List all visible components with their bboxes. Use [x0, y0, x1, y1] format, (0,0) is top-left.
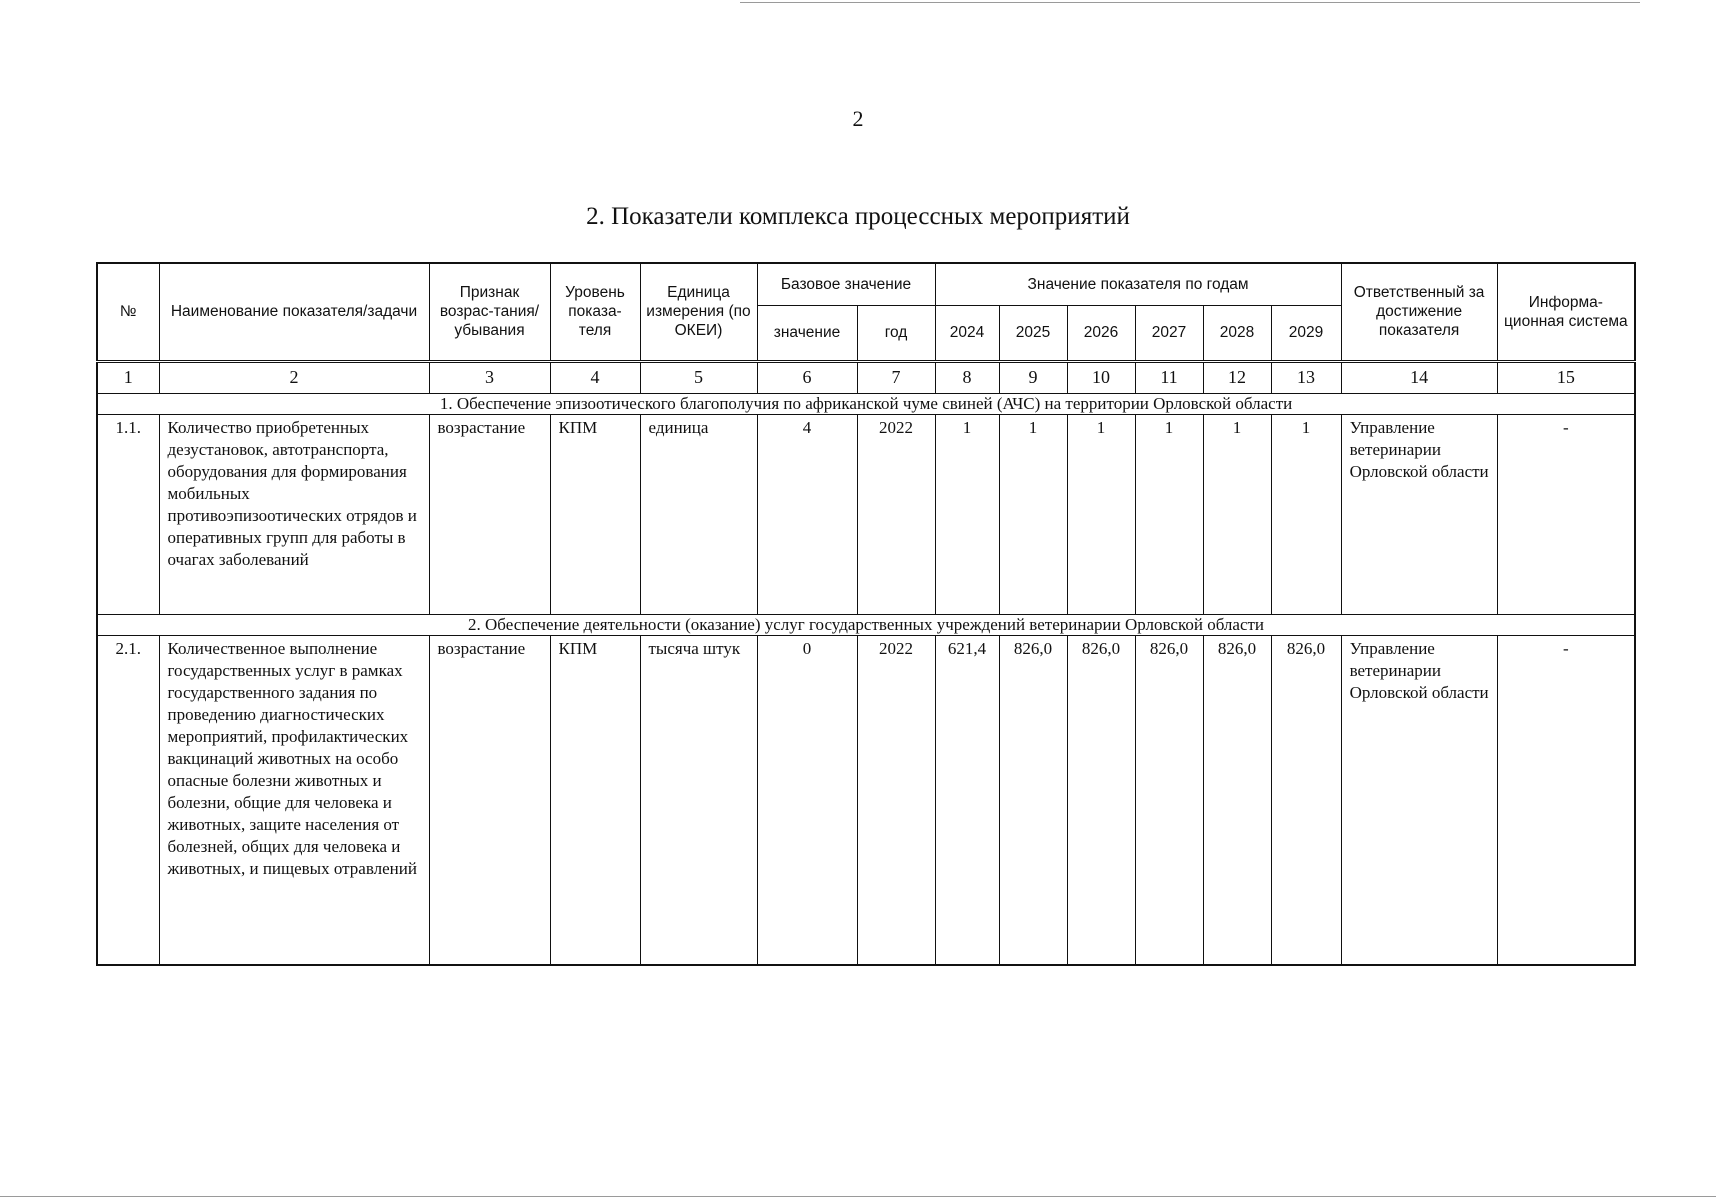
- header-sign: Признак возрас-тания/ убывания: [429, 263, 550, 361]
- scan-top-edge: [740, 2, 1640, 3]
- section-title: 1. Обеспечение эпизоотического благополучия по африканской чуме свиней (АЧС) на территории Орловской области: [97, 393, 1635, 414]
- header-base: Базовое значение: [757, 263, 935, 305]
- page-number: 2: [852, 106, 864, 131]
- value-2026: 826,0: [1067, 635, 1135, 965]
- section-title: 2. Обеспечение деятельности (оказание) услуг государственных учреждений ветеринарии Орловской области: [97, 614, 1635, 635]
- header-base-value: значение: [757, 305, 857, 361]
- column-number: 6: [757, 361, 857, 393]
- row-number: 2.1.: [97, 635, 159, 965]
- column-number: 5: [640, 361, 757, 393]
- info-system: -: [1497, 414, 1635, 614]
- page-title: 2. Показатели комплекса процессных мероприятий: [586, 203, 1130, 230]
- header-level: Уровень показа-теля: [550, 263, 640, 361]
- indicators-table: [96, 262, 1636, 966]
- column-number: 4: [550, 361, 640, 393]
- indicator-level: КПМ: [550, 414, 640, 614]
- column-number: 14: [1341, 361, 1497, 393]
- base-year: 2022: [857, 635, 935, 965]
- responsible-body: Управление ветеринарии Орловской области: [1341, 635, 1497, 965]
- column-number: 11: [1135, 361, 1203, 393]
- header-year-2025: 2025: [999, 305, 1067, 361]
- value-2029: 1: [1271, 414, 1341, 614]
- header-base-year: год: [857, 305, 935, 361]
- header-year-2029: 2029: [1271, 305, 1341, 361]
- indicator-name: Количественное выполнение государственных услуг в рамках государственного задания по проведению диагностических мероприятий, профилактических вакцинаций животных на особо опасные болезни животных и болезни, общие для человека и животных, защите населения от болезней, общих для человека и животных, и пищевых отравлений: [159, 635, 429, 965]
- info-system: -: [1497, 635, 1635, 965]
- value-2028: 826,0: [1203, 635, 1271, 965]
- value-2028: 1: [1203, 414, 1271, 614]
- table-header: [97, 263, 1635, 361]
- indicator-name: Количество приобретенных дезустановок, автотранспорта, оборудования для формирования мобильных противоэпизоотических отрядов и оперативных групп для работы в очагах заболеваний: [159, 414, 429, 614]
- indicator-sign: возрастание: [429, 414, 550, 614]
- base-year: 2022: [857, 414, 935, 614]
- value-2026: 1: [1067, 414, 1135, 614]
- indicator-unit: единица: [640, 414, 757, 614]
- indicator-sign: возрастание: [429, 635, 550, 965]
- value-2029: 826,0: [1271, 635, 1341, 965]
- section-header-row: [97, 614, 1635, 635]
- responsible-body: Управление ветеринарии Орловской области: [1341, 414, 1497, 614]
- header-info-system: Информа-ционная система: [1497, 263, 1635, 361]
- header-name: Наименование показателя/задачи: [159, 263, 429, 361]
- column-numbers-row: [97, 361, 1635, 393]
- table-row: [97, 635, 1635, 965]
- column-number: 1: [97, 361, 159, 393]
- value-2027: 826,0: [1135, 635, 1203, 965]
- header-year-2027: 2027: [1135, 305, 1203, 361]
- row-number: 1.1.: [97, 414, 159, 614]
- column-number: 10: [1067, 361, 1135, 393]
- header-years-group: Значение показателя по годам: [935, 263, 1341, 305]
- value-2027: 1: [1135, 414, 1203, 614]
- header-unit: Единица измерения (по ОКЕИ): [640, 263, 757, 361]
- column-number: 2: [159, 361, 429, 393]
- base-value: 4: [757, 414, 857, 614]
- header-responsible: Ответственный за достижение показателя: [1341, 263, 1497, 361]
- column-number: 7: [857, 361, 935, 393]
- value-2024: 1: [935, 414, 999, 614]
- column-number: 13: [1271, 361, 1341, 393]
- indicator-unit: тысяча штук: [640, 635, 757, 965]
- section-header-row: [97, 393, 1635, 414]
- scan-bottom-edge: [0, 1196, 1716, 1197]
- header-no: №: [97, 263, 159, 361]
- column-number: 3: [429, 361, 550, 393]
- header-year-2028: 2028: [1203, 305, 1271, 361]
- column-number: 9: [999, 361, 1067, 393]
- header-year-2026: 2026: [1067, 305, 1135, 361]
- column-number: 15: [1497, 361, 1635, 393]
- table-row: [97, 414, 1635, 614]
- indicator-level: КПМ: [550, 635, 640, 965]
- header-year-2024: 2024: [935, 305, 999, 361]
- value-2025: 1: [999, 414, 1067, 614]
- column-number: 8: [935, 361, 999, 393]
- value-2025: 826,0: [999, 635, 1067, 965]
- column-number: 12: [1203, 361, 1271, 393]
- value-2024: 621,4: [935, 635, 999, 965]
- base-value: 0: [757, 635, 857, 965]
